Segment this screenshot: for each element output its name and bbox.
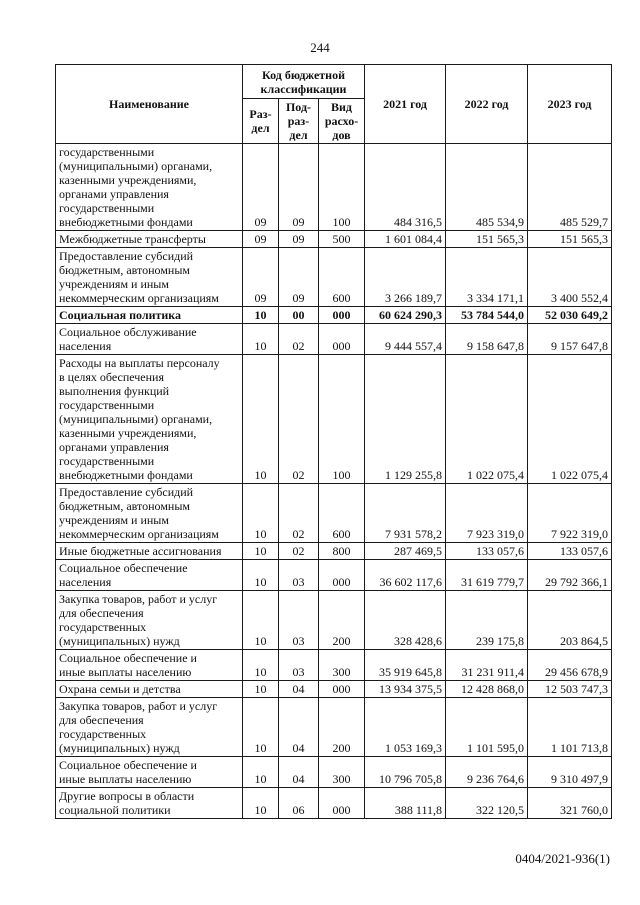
row-value-2022: 239 175,8 xyxy=(446,591,528,650)
row-value-2022: 1 022 075,4 xyxy=(446,355,528,484)
row-expense-type: 200 xyxy=(319,591,365,650)
document-number: 0404/2021-936(1) xyxy=(515,851,610,866)
row-value-2022: 9 158 647,8 xyxy=(446,324,528,355)
row-name: Социальное обслуживание населения xyxy=(56,324,243,355)
row-expense-type: 000 xyxy=(319,307,365,324)
header-expense-type: Вид расхо- дов xyxy=(319,99,365,144)
table-row xyxy=(56,681,612,698)
row-value-2022: 12 428 868,0 xyxy=(446,681,528,698)
header-2022: 2022 год xyxy=(446,65,528,144)
table-row xyxy=(56,698,612,757)
row-value-2021: 36 602 117,6 xyxy=(365,560,446,591)
row-subsection: 04 xyxy=(279,698,319,757)
row-name: Закупка товаров, работ и услуг для обеспечения государственных (муниципальных) нужд xyxy=(56,698,243,757)
table-row xyxy=(56,757,612,788)
header-2023: 2023 год xyxy=(528,65,612,144)
row-subsection: 02 xyxy=(279,543,319,560)
row-subsection: 03 xyxy=(279,650,319,681)
row-value-2021: 1 053 169,3 xyxy=(365,698,446,757)
row-value-2023: 52 030 649,2 xyxy=(528,307,612,324)
table-row xyxy=(56,543,612,560)
row-section: 10 xyxy=(243,324,279,355)
row-section: 10 xyxy=(243,560,279,591)
row-value-2022: 7 923 319,0 xyxy=(446,484,528,543)
header-name: Наименование xyxy=(56,65,243,144)
row-subsection: 09 xyxy=(279,248,319,307)
row-section: 09 xyxy=(243,248,279,307)
row-expense-type: 300 xyxy=(319,757,365,788)
row-value-2023: 29 792 366,1 xyxy=(528,560,612,591)
header-subsection: Под- раз- дел xyxy=(279,99,319,144)
row-value-2022: 485 534,9 xyxy=(446,144,528,231)
table-row xyxy=(56,248,612,307)
row-value-2021: 9 444 557,4 xyxy=(365,324,446,355)
row-value-2023: 485 529,7 xyxy=(528,144,612,231)
row-name: государственными (муниципальными) органами, казенными учреждениями, органами управления государственными внебюджетными фондами xyxy=(56,144,243,231)
row-subsection: 02 xyxy=(279,355,319,484)
row-value-2021: 484 316,5 xyxy=(365,144,446,231)
row-value-2022: 53 784 544,0 xyxy=(446,307,528,324)
row-section: 10 xyxy=(243,698,279,757)
row-value-2023: 1 022 075,4 xyxy=(528,355,612,484)
row-value-2022: 9 236 764,6 xyxy=(446,757,528,788)
row-value-2023: 133 057,6 xyxy=(528,543,612,560)
table-header xyxy=(56,65,612,144)
header-section: Раз- дел xyxy=(243,99,279,144)
row-name: Социальное обеспечение и иные выплаты населению xyxy=(56,757,243,788)
row-value-2021: 1 129 255,8 xyxy=(365,355,446,484)
row-value-2023: 9 157 647,8 xyxy=(528,324,612,355)
row-subsection: 09 xyxy=(279,231,319,248)
row-value-2021: 60 624 290,3 xyxy=(365,307,446,324)
row-section: 10 xyxy=(243,681,279,698)
row-value-2023: 12 503 747,3 xyxy=(528,681,612,698)
row-value-2021: 287 469,5 xyxy=(365,543,446,560)
table-body xyxy=(56,144,612,819)
row-name: Иные бюджетные ассигнования xyxy=(56,543,243,560)
row-section: 10 xyxy=(243,788,279,819)
row-subsection: 02 xyxy=(279,324,319,355)
row-expense-type: 000 xyxy=(319,788,365,819)
row-name: Другие вопросы в области социальной политики xyxy=(56,788,243,819)
row-expense-type: 000 xyxy=(319,560,365,591)
row-expense-type: 200 xyxy=(319,698,365,757)
row-expense-type: 000 xyxy=(319,324,365,355)
table-row xyxy=(56,355,612,484)
row-value-2023: 203 864,5 xyxy=(528,591,612,650)
row-name: Социальное обеспечение населения xyxy=(56,560,243,591)
row-section: 09 xyxy=(243,231,279,248)
row-section: 10 xyxy=(243,355,279,484)
row-value-2021: 328 428,6 xyxy=(365,591,446,650)
row-subsection: 03 xyxy=(279,591,319,650)
table-row xyxy=(56,484,612,543)
row-value-2022: 31 619 779,7 xyxy=(446,560,528,591)
row-expense-type: 600 xyxy=(319,484,365,543)
row-section: 10 xyxy=(243,484,279,543)
row-section: 10 xyxy=(243,757,279,788)
row-expense-type: 800 xyxy=(319,543,365,560)
row-section: 10 xyxy=(243,307,279,324)
row-value-2023: 321 760,0 xyxy=(528,788,612,819)
row-expense-type: 100 xyxy=(319,144,365,231)
row-subsection: 06 xyxy=(279,788,319,819)
row-subsection: 03 xyxy=(279,560,319,591)
header-code-group: Код бюджетной классификации xyxy=(243,65,365,99)
row-subsection: 09 xyxy=(279,144,319,231)
row-value-2023: 3 400 552,4 xyxy=(528,248,612,307)
row-value-2023: 29 456 678,9 xyxy=(528,650,612,681)
row-section: 10 xyxy=(243,543,279,560)
row-section: 10 xyxy=(243,591,279,650)
row-value-2021: 3 266 189,7 xyxy=(365,248,446,307)
row-name: Предоставление субсидий бюджетным, автономным учреждениям и иным некоммерческим организациям xyxy=(56,484,243,543)
row-section: 10 xyxy=(243,650,279,681)
row-value-2021: 1 601 084,4 xyxy=(365,231,446,248)
row-expense-type: 600 xyxy=(319,248,365,307)
row-value-2022: 3 334 171,1 xyxy=(446,248,528,307)
row-name: Социальная политика xyxy=(56,307,243,324)
row-name: Социальное обеспечение и иные выплаты населению xyxy=(56,650,243,681)
header-2021: 2021 год xyxy=(365,65,446,144)
row-name: Межбюджетные трансферты xyxy=(56,231,243,248)
page-number: 244 xyxy=(310,40,330,55)
row-value-2022: 322 120,5 xyxy=(446,788,528,819)
row-value-2022: 1 101 595,0 xyxy=(446,698,528,757)
row-value-2022: 31 231 911,4 xyxy=(446,650,528,681)
table-row xyxy=(56,144,612,231)
row-value-2021: 13 934 375,5 xyxy=(365,681,446,698)
table-row xyxy=(56,560,612,591)
row-value-2021: 10 796 705,8 xyxy=(365,757,446,788)
row-subsection: 04 xyxy=(279,681,319,698)
row-subsection: 04 xyxy=(279,757,319,788)
row-subsection: 02 xyxy=(279,484,319,543)
table-row xyxy=(56,788,612,819)
table-row xyxy=(56,231,612,248)
row-name: Охрана семьи и детства xyxy=(56,681,243,698)
table-row xyxy=(56,650,612,681)
table-row xyxy=(56,591,612,650)
row-value-2023: 7 922 319,0 xyxy=(528,484,612,543)
row-name: Закупка товаров, работ и услуг для обеспечения государственных (муниципальных) нужд xyxy=(56,591,243,650)
row-value-2021: 35 919 645,8 xyxy=(365,650,446,681)
table-row xyxy=(56,324,612,355)
row-value-2023: 1 101 713,8 xyxy=(528,698,612,757)
row-value-2023: 9 310 497,9 xyxy=(528,757,612,788)
table-row xyxy=(56,307,612,324)
row-value-2023: 151 565,3 xyxy=(528,231,612,248)
row-expense-type: 300 xyxy=(319,650,365,681)
row-name: Расходы на выплаты персоналу в целях обеспечения выполнения функций государственными (муниципальными) органами, казенными учреждениями, органами управления государственными внебюджетными фондами xyxy=(56,355,243,484)
row-section: 09 xyxy=(243,144,279,231)
row-value-2022: 133 057,6 xyxy=(446,543,528,560)
budget-table xyxy=(55,64,612,819)
row-value-2021: 7 931 578,2 xyxy=(365,484,446,543)
row-expense-type: 500 xyxy=(319,231,365,248)
row-expense-type: 000 xyxy=(319,681,365,698)
row-value-2021: 388 111,8 xyxy=(365,788,446,819)
row-name: Предоставление субсидий бюджетным, автономным учреждениям и иным некоммерческим организациям xyxy=(56,248,243,307)
row-expense-type: 100 xyxy=(319,355,365,484)
row-value-2022: 151 565,3 xyxy=(446,231,528,248)
row-subsection: 00 xyxy=(279,307,319,324)
